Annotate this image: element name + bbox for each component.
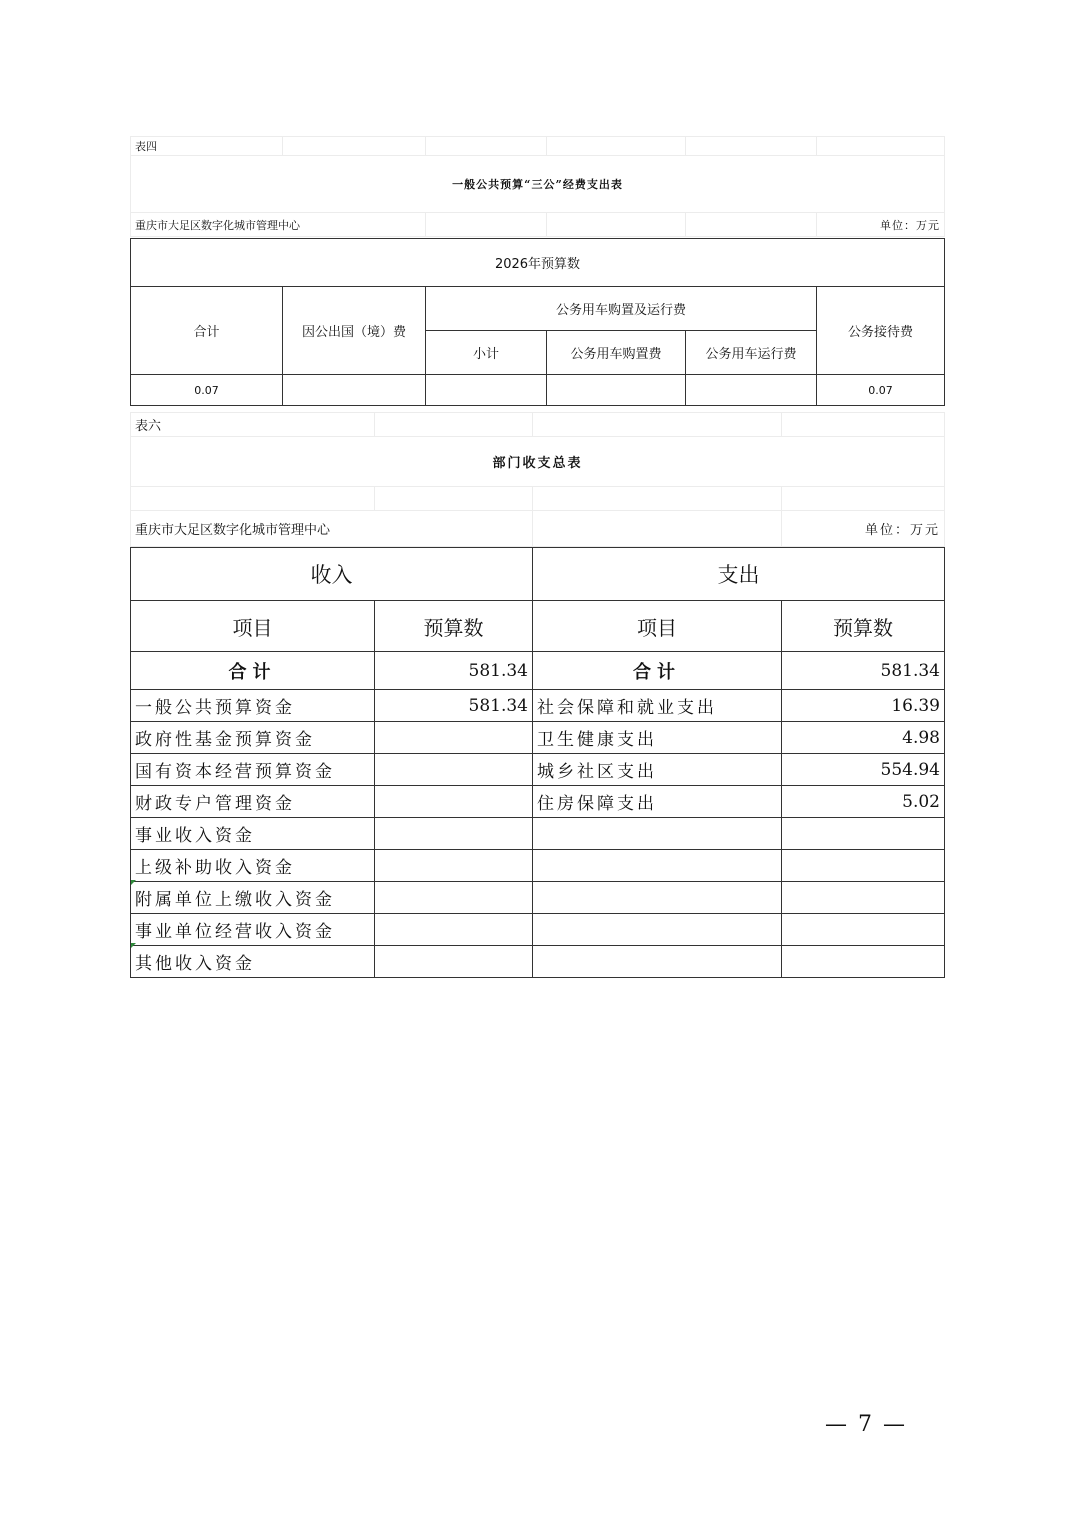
income-total-value: 581.34 [375, 652, 533, 690]
income-value: 581.34 [375, 690, 533, 722]
expense-value: 554.94 [782, 754, 945, 786]
income-item-header: 项目 [131, 601, 375, 652]
expense-item: 卫生健康支出 [533, 722, 782, 754]
expense-item [533, 850, 782, 882]
table4-col-vehicle-operation: 公务用车运行费 [686, 331, 817, 375]
table4-title: 一般公共预算“三公”经费支出表 [131, 156, 945, 213]
expense-item-header: 项目 [533, 601, 782, 652]
income-value [375, 722, 533, 754]
table4-label: 表四 [131, 137, 283, 156]
expense-value: 16.39 [782, 690, 945, 722]
table4-col-total: 合计 [131, 287, 283, 375]
table-row [131, 754, 945, 786]
expense-value: 4.98 [782, 722, 945, 754]
income-header: 收入 [131, 548, 533, 601]
expense-item: 城乡社区支出 [533, 754, 782, 786]
expense-budget-header: 预算数 [782, 601, 945, 652]
income-total-label: 合计 [131, 652, 375, 690]
income-item: 一般公共预算资金 [131, 690, 375, 722]
expense-value [782, 882, 945, 914]
table4-col-abroad: 因公出国（境）费 [283, 287, 426, 375]
table6-header-area [130, 412, 945, 547]
table6-label: 表六 [131, 413, 375, 437]
income-value [375, 754, 533, 786]
expense-item [533, 882, 782, 914]
cell-marker-icon [131, 880, 136, 885]
income-item: 事业收入资金 [131, 818, 375, 850]
table6-title: 部门收支总表 [131, 437, 945, 487]
table4-three-public-expenses [130, 238, 945, 406]
expense-item [533, 946, 782, 978]
income-item: 财政专户管理资金 [131, 786, 375, 818]
expense-item: 社会保障和就业支出 [533, 690, 782, 722]
income-item: 上级补助收入资金 [131, 850, 375, 882]
table4-org: 重庆市大足区数字化城市管理中心 [131, 213, 426, 237]
income-item: 事业单位经营收入资金 [131, 914, 375, 946]
income-item: 其他收入资金 [131, 946, 375, 978]
table4-value-vehicle-operation [686, 375, 817, 406]
income-value [375, 818, 533, 850]
expense-item [533, 914, 782, 946]
table4-value-abroad [283, 375, 426, 406]
income-value [375, 882, 533, 914]
table4-value-vehicle-subtotal [426, 375, 547, 406]
expense-value [782, 946, 945, 978]
cell-marker-icon [131, 943, 136, 948]
income-value [375, 786, 533, 818]
income-budget-header: 预算数 [375, 601, 533, 652]
income-item: 国有资本经营预算资金 [131, 754, 375, 786]
table-row [131, 818, 945, 850]
table-row [131, 946, 945, 978]
table-row [131, 690, 945, 722]
expense-header: 支出 [533, 548, 945, 601]
table4-value-vehicle-purchase [547, 375, 686, 406]
table-row [131, 722, 945, 754]
expense-value: 5.02 [782, 786, 945, 818]
expense-value [782, 818, 945, 850]
expense-total-value: 581.34 [782, 652, 945, 690]
table4-header-area [130, 136, 945, 237]
table4-value-total: 0.07 [131, 375, 283, 406]
page-number: — 7 — [825, 1412, 907, 1437]
table6-unit: 单位：万元 [782, 511, 945, 547]
expense-value [782, 914, 945, 946]
table4-col-vehicle-group: 公务用车购置及运行费 [426, 287, 817, 331]
income-value [375, 914, 533, 946]
income-value [375, 850, 533, 882]
table-row [131, 786, 945, 818]
table4-unit: 单位：万元 [817, 213, 945, 237]
table4-col-reception: 公务接待费 [817, 287, 945, 375]
table4-year-header: 2026年预算数 [131, 239, 945, 287]
expense-value [782, 850, 945, 882]
table4-col-vehicle-subtotal: 小计 [426, 331, 547, 375]
table-row [131, 850, 945, 882]
table4-col-vehicle-purchase: 公务用车购置费 [547, 331, 686, 375]
expense-item: 住房保障支出 [533, 786, 782, 818]
expense-item [533, 818, 782, 850]
table-row [131, 914, 945, 946]
table-row [131, 882, 945, 914]
table4-value-reception: 0.07 [817, 375, 945, 406]
expense-total-label: 合计 [533, 652, 782, 690]
table6-income-expense-summary [130, 547, 945, 978]
income-value [375, 946, 533, 978]
table6-org: 重庆市大足区数字化城市管理中心 [131, 511, 533, 547]
income-item: 政府性基金预算资金 [131, 722, 375, 754]
income-item: 附属单位上缴收入资金 [131, 882, 375, 914]
